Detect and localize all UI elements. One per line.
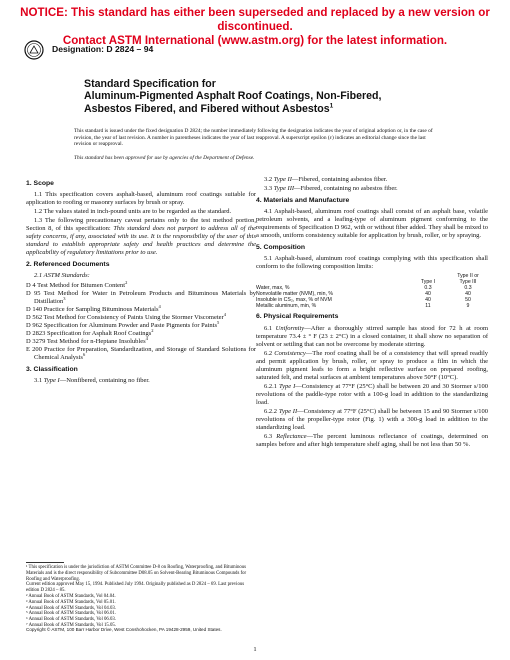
notice-line-2: Contact ASTM International (www.astm.org) for the latest information.: [62, 34, 448, 47]
reference-text: E 200 Practice for Preparation, Standardization, and Storage of Standard Solutions for Chemical Analysis: [26, 345, 256, 361]
clause-number: 3.3: [264, 185, 274, 193]
cell-type-2-3: 0.3: [464, 285, 472, 292]
type-description: —Nonfibered, containing no fiber.: [59, 377, 150, 385]
reference-item: [26, 335, 256, 346]
cell-type-2-3: 50: [465, 297, 471, 304]
composition-limits-table: [256, 273, 488, 309]
reference-list: [26, 279, 256, 362]
clause-number: 6.1: [264, 324, 276, 332]
type-label: Type III: [273, 185, 295, 193]
section-heading-physical: 6. Physical Requirements: [256, 313, 339, 321]
clause-title: Uniformity: [275, 324, 305, 332]
row-label: Nonvolatile matter (NVM), min, %: [256, 291, 333, 298]
section-heading-classification: 3. Classification: [26, 365, 78, 373]
clause-title: Reflectance: [276, 433, 307, 441]
footnote-item: ⁴ Annual Book of ASTM Standards, Vol 04.03.: [26, 605, 116, 611]
reference-item: [26, 327, 256, 338]
table-header-row: [256, 273, 488, 285]
superseded-notice: [0, 6, 510, 48]
reference-text: D 95 Test Method for Water in Petroleum Products and Bituminous Materials by Distillation: [26, 289, 256, 305]
clause-text: —After a thoroughly stirred sample has stood for 72 h at room temperature 73.4 ± ° F (23 ± 2°C) in a closed container, it shall show no separation of solvent or settling that can not be overcome by moderate stirring.: [256, 324, 489, 348]
astm-standards-subheading: 2.1 ASTM Standards:: [34, 272, 90, 280]
footnote-item: ⁶ Annual Book of ASTM Standards, Vol 06.03.: [26, 617, 116, 623]
clause-title: Consistency: [274, 349, 306, 357]
scope-paragraph-1: 1.1 This specification covers asphalt-based, aluminum roof coatings suitable for application to roofing or masonry surfaces by brush or spray.: [26, 191, 256, 207]
cell-type-1: 40: [425, 291, 431, 298]
reference-footnote-mark: 3: [63, 295, 66, 301]
title-line-1: Standard Specification for: [84, 78, 216, 90]
type-description: —Fibered, containing asbestos fiber.: [291, 176, 388, 183]
astm-logo-icon: [24, 40, 44, 60]
scope-paragraph-3: [26, 217, 256, 257]
copyright-line: Copyright © ASTM, 100 Barr Harbor Drive, West Conshohocken, PA 19428-2959, United States.: [26, 627, 222, 632]
clause-text: —The percent luminous reflectance of coatings, determined on samples before and after high temperature shelf aging, shall be not less than 50 %.: [256, 433, 489, 449]
page-number: 1: [253, 646, 257, 653]
materials-paragraph: 4.1 Asphalt-based, aluminum roof coatings shall consist of an asphalt base, volatile petroleum solvents, and a leafing-type of aluminum pigment conforming to the requirements of Specification D 962, with or without fiber added. They shall be mixed to a smooth, uniform consistency suitable for application by brush, roller, or by spraying.: [256, 208, 488, 240]
reference-item: [26, 311, 256, 322]
footnotes: [26, 565, 256, 629]
clause-number: 6.2.2: [264, 407, 279, 415]
consistency-paragraph: [256, 350, 488, 382]
cell-type-1: 0.3: [424, 285, 432, 292]
title-footnote-mark: 1: [329, 102, 334, 110]
table-header-type-2-3: [448, 273, 488, 285]
footnote-item: ⁷ Annual Book of ASTM Standards, Vol 15.05.: [26, 622, 116, 628]
notice-line-1: NOTICE: This standard has either been superseded and replaced by a new version or discontinued.: [20, 6, 490, 33]
row-label: Insoluble in CS₂, max, % of NVM: [256, 297, 332, 304]
reference-footnote-mark: 4: [145, 335, 148, 341]
table-row: [256, 303, 488, 309]
classification-type-1: [26, 377, 256, 385]
section-heading-referenced-documents: 2. Referenced Documents: [26, 261, 110, 269]
footnote-item: ³ Annual Book of ASTM Standards, Vol 05.01.: [26, 599, 116, 605]
reference-text: D 2823 Specification for Asphalt Roof Coatings: [26, 329, 152, 337]
reference-item: [26, 279, 256, 290]
cell-type-1: 11: [425, 303, 431, 310]
row-label: Metallic aluminum, min, %: [256, 303, 317, 310]
clause-text: —The roof coating shall be of a consistency that will spread readily and permit application by brush, roller, or spray to produce a film in which the aluminum pigment leafs to form a bright reflective surface on prepared roofing, saturated felt, and metal surfaces at ambient temperatures above 50°F (10°C).: [256, 349, 488, 381]
scope-caveat-intro: 1.3 The following precautionary caveat pertains only to the test method portion, Section 8, of this specification:: [26, 217, 256, 233]
type-label: Type II: [273, 176, 292, 183]
section-heading-scope: 1. Scope: [26, 180, 54, 187]
footnote-item: Current edition approved May 15, 1994. Published July 1994. Originally published as D 2824 – 69. Last previous edition D 2824 – 85.: [26, 582, 245, 594]
reference-item: [26, 303, 256, 314]
type-description: —Fibered, containing no asbestos fiber.: [294, 185, 398, 193]
clause-number: 6.2: [264, 349, 275, 357]
scope-paragraph-2: 1.2 The values stated in inch-pound units are to be regarded as the standard.: [34, 208, 232, 216]
reference-footnote-mark: 4: [223, 311, 226, 317]
clause-title: Type II: [278, 407, 298, 415]
consistency-type-1-paragraph: [256, 383, 488, 407]
composition-paragraph: 5.1 Asphalt-based, aluminum roof coatings complying with this specification shall conform to the following composition limits:: [256, 255, 488, 271]
scope-caveat-text: This standard does not purport to address all of the safety concerns, if any, associated with its use. It is the responsibility of the user of this standard to establish appropriate safety and health practices and determine the applicability of regulatory limitations prior to use.: [26, 225, 256, 257]
document-title: [84, 78, 424, 115]
clause-number: 6.2.1: [264, 382, 279, 390]
footnote-item: ⁵ Annual Book of ASTM Standards, Vol 06.01.: [26, 611, 116, 617]
dod-approval-note: This standard has been approved for use by agencies of the Department of Defense.: [74, 155, 255, 161]
uniformity-paragraph: [256, 325, 488, 349]
table-header-type-1: Type I: [420, 279, 436, 286]
reference-text: D 4 Test Method for Bitumen Content: [26, 281, 126, 289]
row-label: Water, max, %: [256, 285, 290, 292]
clause-title: Type I: [278, 382, 296, 390]
table-header-blank: [256, 273, 408, 285]
clause-number: 3.2: [264, 176, 274, 183]
footnote-item: ² Annual Book of ASTM Standards, Vol 04.04.: [26, 593, 116, 599]
reference-item: [26, 290, 256, 306]
clause-number: 3.1: [34, 377, 44, 385]
reference-text: D 3279 Test Method for n-Heptane Insolubles: [26, 337, 146, 345]
left-column: [26, 176, 256, 386]
reference-item: [26, 346, 256, 362]
type-label: Type I: [43, 377, 60, 385]
header-line: Type III: [459, 279, 477, 286]
clause-text: —Consistency at 77°F (25°C) shall be between 15 and 90 Stormer s/100 revolutions of the propeller-type rotor (Fig. 1) with a 300-g load in addition to the standardizing load.: [256, 407, 488, 432]
footnote-item: ¹ This specification is under the jurisdiction of ASTM Committee D-8 on Roofing, Waterproofing, and Bituminous Materials and is the direct responsibility of Subcommittee D08.05 on Solvent-Bearing Bituminous Compounds for Roofing and Waterproofing.: [26, 565, 247, 582]
cell-type-2-3: 40: [465, 291, 471, 298]
section-heading-materials: 4. Materials and Manufacture: [256, 197, 350, 205]
reference-footnote-mark: 6: [82, 351, 86, 357]
classification-type-3: [256, 185, 488, 193]
clause-text: —Consistency at 77°F (25°C) shall be between 20 and 30 Stormer s/100 revolutions of the paddle-type rotor with a 100-g load in addition to the standardizing load.: [256, 382, 488, 406]
designation: Designation: D 2824 – 94: [52, 44, 154, 54]
reference-text: D 962 Specification for Aluminum Powder and Paste Pigments for Paints: [26, 321, 218, 329]
right-column: [256, 176, 488, 450]
clause-number: 6.3: [264, 433, 277, 441]
issuance-note: This standard is issued under the fixed designation D 2824; the number immediately following the designation indicates the year of original adoption or, in the case of revision, the year of last revision. A number in parentheses indicates the year of last reapproval. A superscript epsilon (ε) indicates an editorial change since the last revision or reapproval.: [74, 128, 433, 148]
cell-type-1: 40: [425, 297, 431, 304]
section-heading-composition: 5. Composition: [256, 244, 306, 252]
footnote-divider: [26, 562, 64, 563]
consistency-type-2-paragraph: [256, 408, 488, 432]
reference-footnote-mark: 4: [158, 303, 161, 309]
header-line: Type II or: [457, 273, 479, 280]
title-line-2: Aluminum-Pigmented Asphalt Roof Coatings, Non-Fibered,: [84, 90, 382, 103]
reference-item: [26, 319, 256, 330]
reference-footnote-mark: 2: [151, 327, 154, 333]
reflectance-paragraph: [256, 433, 488, 449]
reference-text: D 562 Test Method for Consistency of Paints Using the Stormer Viscometer: [26, 313, 224, 321]
title-line-3: Asbestos Fibered, and Fibered without Asbestos: [84, 102, 330, 115]
reference-footnote-mark: 5: [217, 319, 220, 325]
reference-footnote-mark: 2: [125, 279, 128, 285]
classification-type-2: [256, 176, 488, 184]
cell-type-2-3: 9: [466, 303, 470, 310]
reference-text: D 140 Practice for Sampling Bituminous Materials: [26, 305, 159, 313]
